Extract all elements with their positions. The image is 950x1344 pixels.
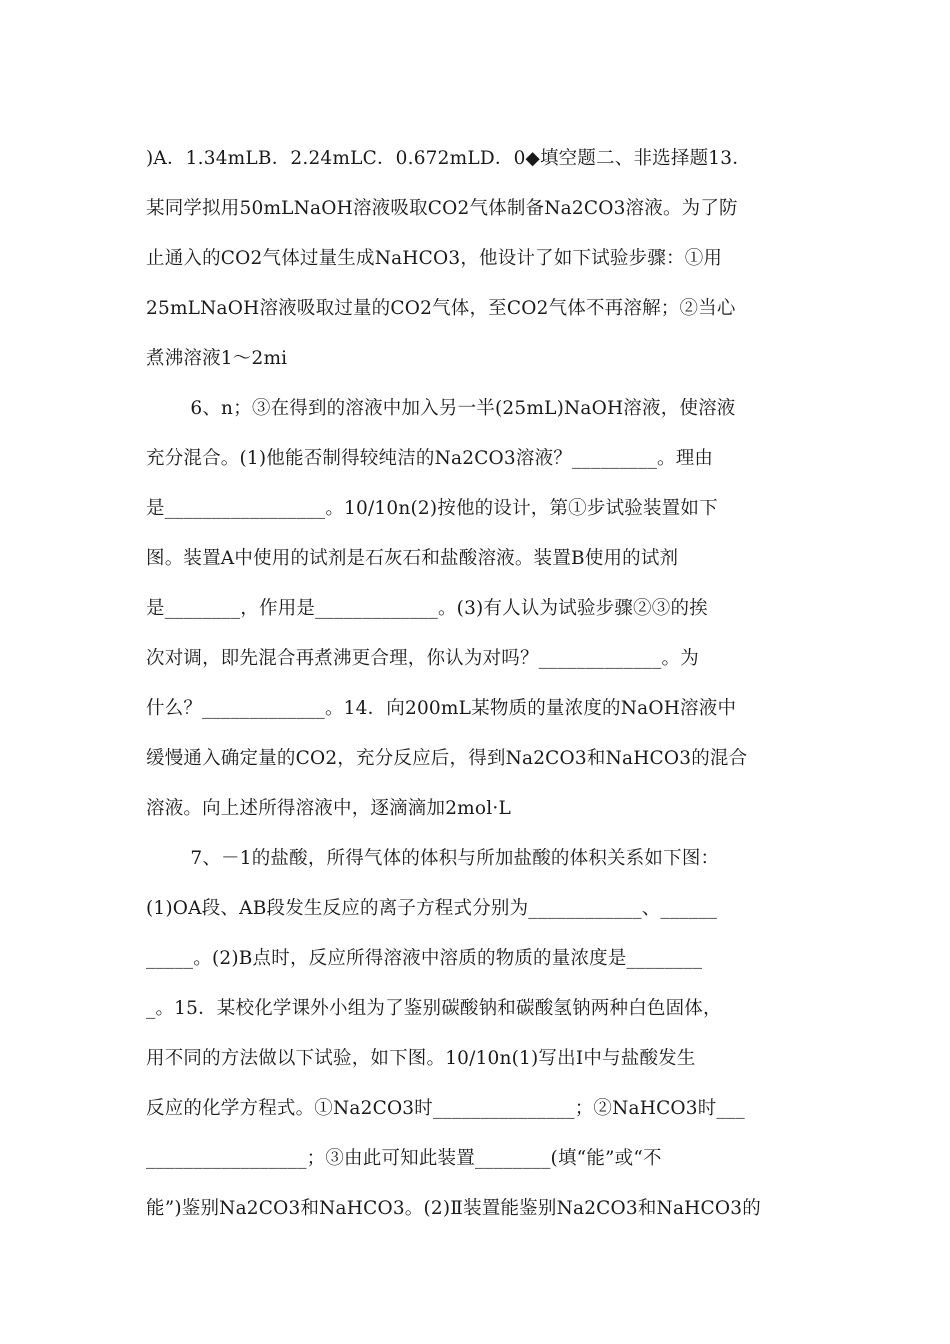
text-line: _________________；③由此可知此装置________(填“能”或“不 xyxy=(146,1148,662,1169)
text-line: 25mLNaOH溶液吸取过量的CO2气体，至CO2气体不再溶解；②当心 xyxy=(146,298,736,319)
paragraph-3 xyxy=(146,834,806,1234)
text-line: _____。(2)B点时，反应所得溶液中溶质的物质的量浓度是________ xyxy=(146,948,703,969)
text-line: 是________，作用是_____________。(3)有人认为试验步骤②③的挨 xyxy=(146,598,708,619)
text-line: 止通入的CO2气体过量生成NaHCO3，他设计了如下试验步骤：①用 xyxy=(146,248,723,269)
text-line: 6、n；③在得到的溶液中加入另一半(25mL)NaOH溶液，使溶液 xyxy=(190,398,736,419)
text-line: 充分混合。(1)他能否制得较纯洁的Na2CO3溶液？_________。理由 xyxy=(146,448,714,469)
paragraph-1 xyxy=(146,134,806,384)
document-page xyxy=(146,134,806,1234)
paragraph-2 xyxy=(146,384,806,834)
text-line: 什么？_____________。14．向200mL某物质的量浓度的NaOH溶液中 xyxy=(146,698,737,719)
text-line: 缓慢通入确定量的CO2，充分反应后，得到Na2CO3和NaHCO3的混合 xyxy=(146,748,748,769)
text-line: 反应的化学方程式。①Na2CO3时_______________；②NaHCO3时___ xyxy=(146,1098,745,1119)
text-line: 7、－1的盐酸，所得气体的体积与所加盐酸的体积关系如下图： xyxy=(190,848,720,869)
text-line: 煮沸溶液1～2mi xyxy=(146,348,288,369)
text-line: 图。装置A中使用的试剂是石灰石和盐酸溶液。装置B使用的试剂 xyxy=(146,548,679,569)
text-line: 某同学拟用50mLNaOH溶液吸取CO2气体制备Na2CO3溶液。为了防 xyxy=(146,198,738,219)
text-line: _。15．某校化学课外小组为了鉴别碳酸钠和碳酸氢钠两种白色固体， xyxy=(146,998,722,1019)
text-line: (1)OA段、AB段发生反应的离子方程式分别为____________、______ xyxy=(146,898,718,919)
text-line: 能”)鉴别Na2CO3和NaHCO3。(2)Ⅱ装置能鉴别Na2CO3和NaHCO3的 xyxy=(146,1198,761,1219)
text-line: 用不同的方法做以下试验，如下图。10/10n(1)写出Ⅰ中与盐酸发生 xyxy=(146,1048,696,1069)
text-line: 次对调，即先混合再煮沸更合理，你认为对吗？_____________。为 xyxy=(146,648,699,669)
text-line: 是_________________。10/10n(2)按他的设计，第①步试验装置如下 xyxy=(146,498,718,519)
text-line: )A．1.34mLB．2.24mLC．0.672mLD．0◆填空题二、非选择题13． xyxy=(146,148,751,169)
text-line: 溶液。向上述所得溶液中，逐滴滴加2mol·L xyxy=(146,798,511,819)
